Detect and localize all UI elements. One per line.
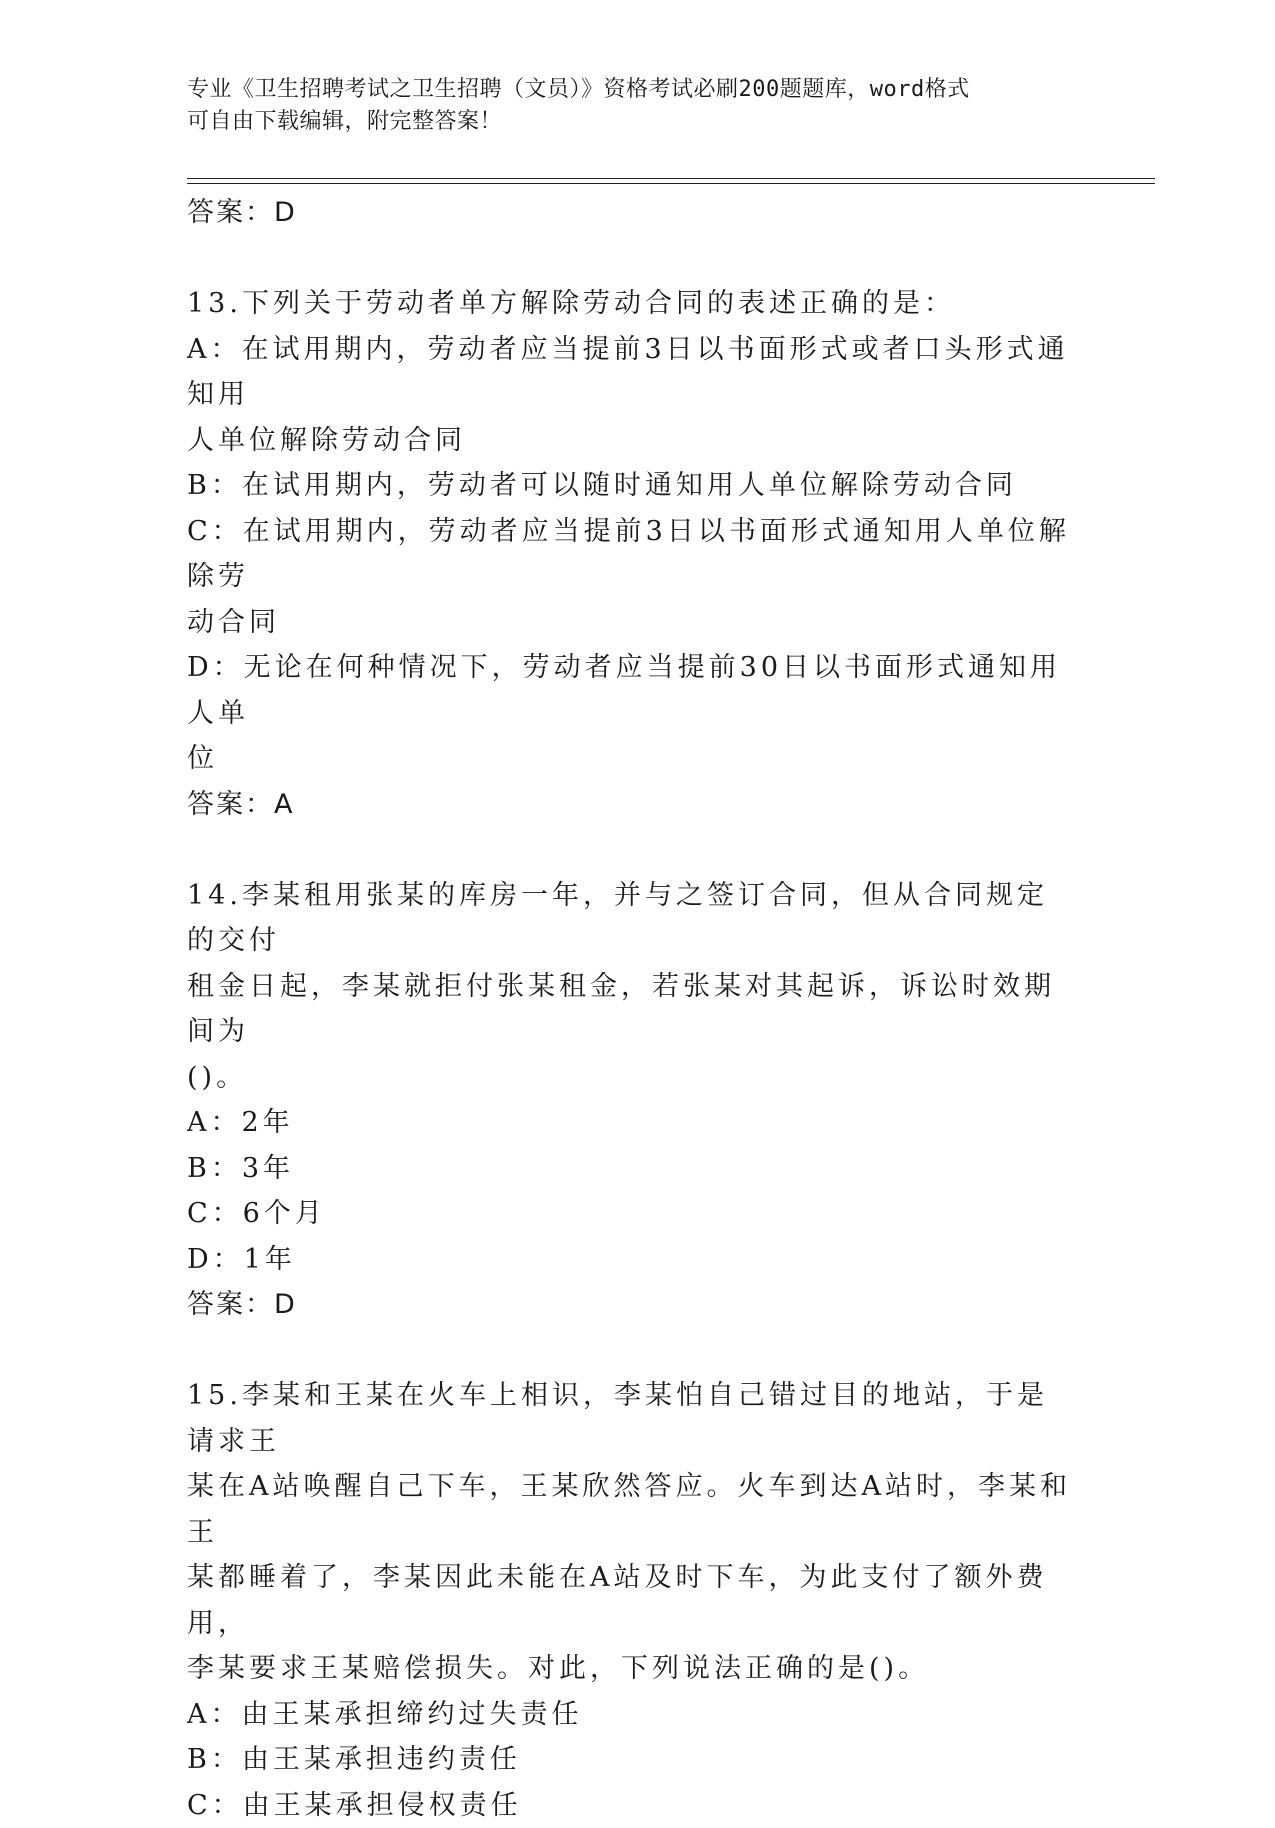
question-stem-line-3: ()。 bbox=[187, 1055, 1077, 1101]
spacer bbox=[187, 827, 1077, 873]
option-a-line-2: 人单位解除劳动合同 bbox=[187, 418, 1077, 464]
question-15 bbox=[187, 1373, 1077, 1828]
option-c-line-2: 动合同 bbox=[187, 600, 1077, 646]
option-c: C：6个月 bbox=[187, 1191, 1077, 1237]
option-b: B：3年 bbox=[187, 1146, 1077, 1192]
option-b: B：由王某承担违约责任 bbox=[187, 1737, 1077, 1783]
option-b: B：在试用期内，劳动者可以随时通知用人单位解除劳动合同 bbox=[187, 463, 1077, 509]
header-divider bbox=[187, 178, 1155, 184]
option-c: C：由王某承担侵权责任 bbox=[187, 1783, 1077, 1828]
question-14 bbox=[187, 873, 1077, 1328]
option-d: D：1年 bbox=[187, 1237, 1077, 1283]
question-stem-line-2: 某在A站唤醒自己下车，王某欣然答应。火车到达A站时，李某和王 bbox=[187, 1464, 1077, 1555]
option-a-line-1: A：在试用期内，劳动者应当提前3日以书面形式或者口头形式通知用 bbox=[187, 327, 1077, 418]
question-stem-line-2: 租金日起，李某就拒付张某租金，若张某对其起诉，诉讼时效期间为 bbox=[187, 964, 1077, 1055]
header-line-2: 可自由下载编辑，附完整答案！ bbox=[187, 106, 1067, 138]
previous-answer: 答案：D bbox=[187, 190, 1077, 236]
option-d-line-1: D：无论在何种情况下，劳动者应当提前30日以书面形式通知用人单 bbox=[187, 645, 1077, 736]
document-body bbox=[187, 190, 1077, 1828]
question-stem-line-1: 14.李某租用张某的库房一年，并与之签订合同，但从合同规定的交付 bbox=[187, 873, 1077, 964]
option-d-line-2: 位 bbox=[187, 736, 1077, 782]
option-a: A：2年 bbox=[187, 1100, 1077, 1146]
question-stem-line-3: 某都睡着了，李某因此未能在A站及时下车，为此支付了额外费用， bbox=[187, 1555, 1077, 1646]
option-a: A：由王某承担缔约过失责任 bbox=[187, 1692, 1077, 1738]
header-line-1: 专业《卫生招聘考试之卫生招聘（文员）》资格考试必刷200题题库，word格式 bbox=[187, 74, 1067, 106]
question-stem-line-4: 李某要求王某赔偿损失。对此，下列说法正确的是()。 bbox=[187, 1646, 1077, 1692]
page-header bbox=[187, 74, 1067, 138]
question-13 bbox=[187, 281, 1077, 827]
question-stem-line-1: 15.李某和王某在火车上相识，李某怕自己错过目的地站，于是请求王 bbox=[187, 1373, 1077, 1464]
spacer bbox=[187, 236, 1077, 282]
spacer bbox=[187, 1328, 1077, 1374]
answer: 答案：D bbox=[187, 1282, 1077, 1328]
answer: 答案：A bbox=[187, 782, 1077, 828]
option-c-line-1: C：在试用期内，劳动者应当提前3日以书面形式通知用人单位解除劳 bbox=[187, 509, 1077, 600]
question-stem: 13.下列关于劳动者单方解除劳动合同的表述正确的是： bbox=[187, 281, 1077, 327]
